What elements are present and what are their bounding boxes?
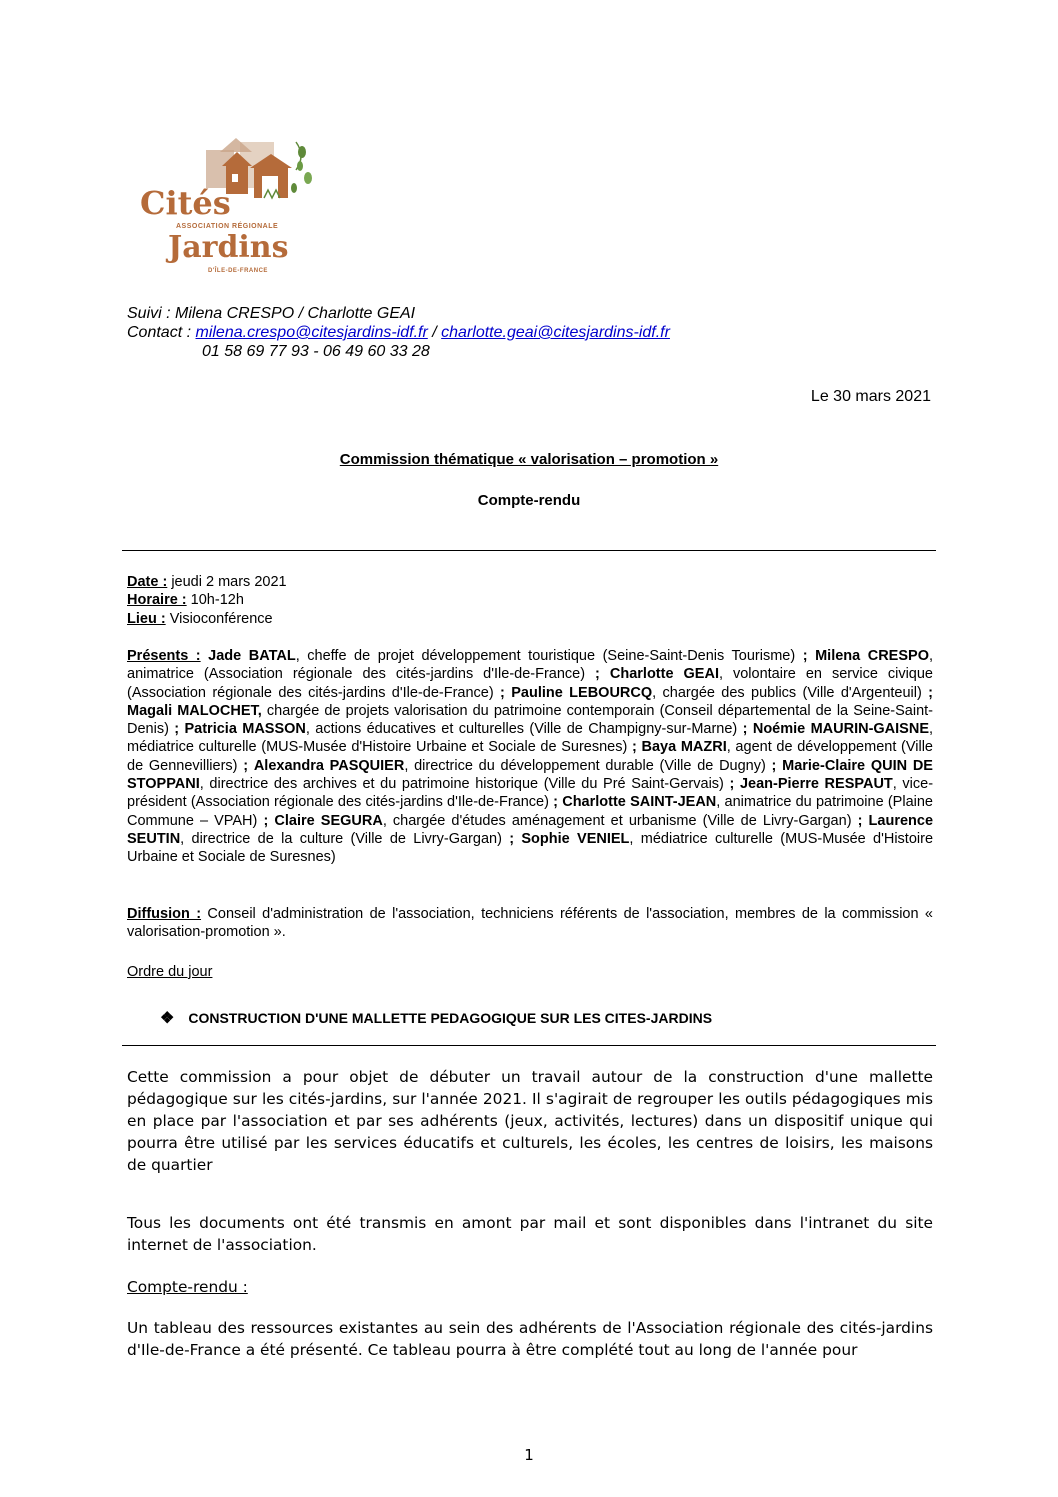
attendee-name: Charlotte GEAI xyxy=(609,666,719,683)
attendee-role: , chargée des publics (Ville d'Argenteuil) xyxy=(652,684,922,701)
attendee-role: , chargée d'études aménagement et urbanisme (Ville de Livry-Gargan) xyxy=(382,812,852,829)
meeting-meta xyxy=(127,573,287,628)
phone-line: 01 58 69 77 93 - 06 49 60 33 28 xyxy=(202,343,430,360)
attendee-role: , actions éducatives et culturelles (Ville de Champigny-sur-Marne) xyxy=(305,721,738,738)
attendee-name: Baya MAZRI xyxy=(641,739,727,756)
date-value: jeudi 2 mars 2021 xyxy=(167,574,287,590)
suivi-line: Suivi : Milena CRESPO / Charlotte GEAI xyxy=(127,305,416,322)
attendee-separator: ; xyxy=(257,812,269,829)
divider-bottom xyxy=(122,1045,936,1046)
diamond-bullet-icon: ❖ xyxy=(160,1010,175,1027)
email-link-geai[interactable]: charlotte.geai@citesjardins-idf.fr xyxy=(441,324,670,341)
lieu-label: Lieu : xyxy=(127,610,166,627)
logo-region: D'ÎLE-DE-FRANCE xyxy=(208,268,268,274)
logo-word-cites: Cités xyxy=(140,184,231,222)
page-number: 1 xyxy=(524,1446,534,1464)
attendee-separator: ; xyxy=(795,648,808,664)
attendee-separator: ; xyxy=(493,684,505,701)
logo-word-jardins: Jardins xyxy=(168,230,289,265)
date-label: Date : xyxy=(127,574,168,590)
attendee-role: , volontaire en service civique (Association régionale des cités-jardins d'Ile-de-France) xyxy=(127,666,933,701)
attendee-name: Magali MALOCHET, xyxy=(127,702,262,719)
horaire-label: Horaire : xyxy=(127,592,187,609)
meta-horaire xyxy=(127,591,287,609)
meta-date xyxy=(127,573,287,591)
attendee-name: Patricia MASSON xyxy=(184,721,306,738)
attendee-separator: ; xyxy=(765,757,777,774)
divider-top xyxy=(122,550,936,551)
document-date: Le 30 mars 2021 xyxy=(810,388,931,405)
attendee-name: Milena CRESPO xyxy=(815,648,929,664)
lieu-value: Visioconférence xyxy=(165,610,273,627)
compte-rendu-heading: Compte-rendu : xyxy=(127,1278,248,1296)
email-link-crespo[interactable]: milena.crespo@citesjardins-idf.fr xyxy=(195,324,428,341)
attendee-name: Laurence SEUTIN xyxy=(127,812,934,847)
logo-subtitle: ASSOCIATION RÉGIONALE xyxy=(176,223,279,230)
agenda-item xyxy=(160,1008,712,1028)
attendee-role: , directrice de la culture (Ville de Livry-Gargan) xyxy=(180,830,502,847)
email-separator: / xyxy=(427,324,442,341)
presents-label: Présents : xyxy=(127,648,201,664)
attendee-role: , animatrice (Association régionale des cités-jardins d'Ile-de-France) xyxy=(127,648,934,683)
association-logo xyxy=(136,130,322,282)
attendee-name: Claire SEGURA xyxy=(274,812,383,829)
attendee-role: chargée de projets valorisation du patrimoine contemporain (Conseil départemental de la Seine-Saint-Denis) xyxy=(127,702,934,738)
attendee-separator: ; xyxy=(585,666,600,683)
attendee-role: , agent de développement (Ville de Gennevilliers) xyxy=(127,739,933,774)
attendee-role: , médiatrice culturelle (MUS-Musée d'Histoire Urbaine et Sociale de Suresnes) xyxy=(127,830,934,866)
document-subtitle: Compte-rendu xyxy=(477,492,581,509)
diffusion-label: Diffusion : xyxy=(127,906,202,922)
attendee-separator: ; xyxy=(548,794,558,811)
diffusion-paragraph xyxy=(127,905,933,942)
attendee-separator: ; xyxy=(737,721,748,738)
documents-paragraph: Tous les documents ont été transmis en amont par mail et sont disponibles dans l'intranet du site internet de l'association. xyxy=(127,1214,933,1254)
attendee-separator: ; xyxy=(237,757,249,774)
attendee-role: , cheffe de projet développement touristique (Seine-Saint-Denis Tourisme) xyxy=(295,648,796,664)
attendee-name: Jade BATAL xyxy=(208,648,296,664)
meta-lieu xyxy=(127,610,287,628)
attendee-role: , directrice des archives et du patrimoine historique (Ville du Pré Saint-Gervais) xyxy=(199,776,724,793)
intro-paragraph: Cette commission a pour objet de débuter un travail autour de la construction d'une mallette pédagogique sur les cités-jardins, sur l'année 2021. Il s'agirait de regrouper les outils pédagogiques mis en place par l'association et par ses adhérents (jeux, activités, lectures) dans un dispositif unique qui pourra être utilisé par les services éducatifs et culturels, les écoles, les centres de loisirs, les maisons de quartier xyxy=(127,1068,933,1174)
attendee-separator: ; xyxy=(921,684,933,701)
attendees-paragraph xyxy=(127,647,933,867)
attendee-name: Jean-Pierre RESPAUT xyxy=(739,776,893,793)
agenda-heading: Ordre du jour xyxy=(127,964,213,980)
attendee-separator: ; xyxy=(168,721,180,738)
agenda-item-label: CONSTRUCTION D'UNE MALLETTE PEDAGOGIQUE SUR LES CITES-JARDINS xyxy=(188,1010,713,1026)
contact-block xyxy=(127,304,670,361)
contact-line xyxy=(127,323,670,342)
resources-paragraph: Un tableau des ressources existantes au sein des adhérents de l'Association régionale des cités-jardins d'Ile-de-France a été présenté. Ce tableau pourra à être complété tout au long de l'année pour xyxy=(127,1319,933,1359)
attendee-separator: ; xyxy=(627,739,637,756)
attendee-separator: ; xyxy=(851,812,863,829)
horaire-value: 10h-12h xyxy=(186,592,244,609)
attendee-name: Sophie VENIEL xyxy=(521,830,630,847)
attendee-separator: ; xyxy=(501,830,515,847)
diffusion-text: Conseil d'administration de l'association, techniciens référents de l'association, membres de la commission « valorisation-promotion ». xyxy=(127,906,933,941)
attendee-name: Alexandra PASQUIER xyxy=(253,757,405,774)
attendee-role: , médiatrice culturelle (MUS-Musée d'Histoire Urbaine et Sociale de Suresnes) xyxy=(127,721,934,756)
contact-label: Contact : xyxy=(127,324,196,341)
attendee-role: , directrice du développement durable (Ville de Dugny) xyxy=(404,757,766,774)
attendee-separator: ; xyxy=(723,776,735,793)
document-title: Commission thématique « valorisation – promotion » xyxy=(339,451,719,468)
attendee-name: Charlotte SAINT-JEAN xyxy=(562,794,717,811)
attendee-name: Pauline LEBOURCQ xyxy=(511,684,653,701)
attendee-name: Marie-Claire QUIN DE STOPPANI xyxy=(127,757,933,793)
attendee-role: , vice-président (Association régionale des cités-jardins d'Ile-de-France) xyxy=(127,776,934,811)
attendee-role: , animatrice du patrimoine (Plaine Commune – VPAH) xyxy=(127,794,933,829)
attendee-name: Noémie MAURIN-GAISNE xyxy=(752,721,929,738)
